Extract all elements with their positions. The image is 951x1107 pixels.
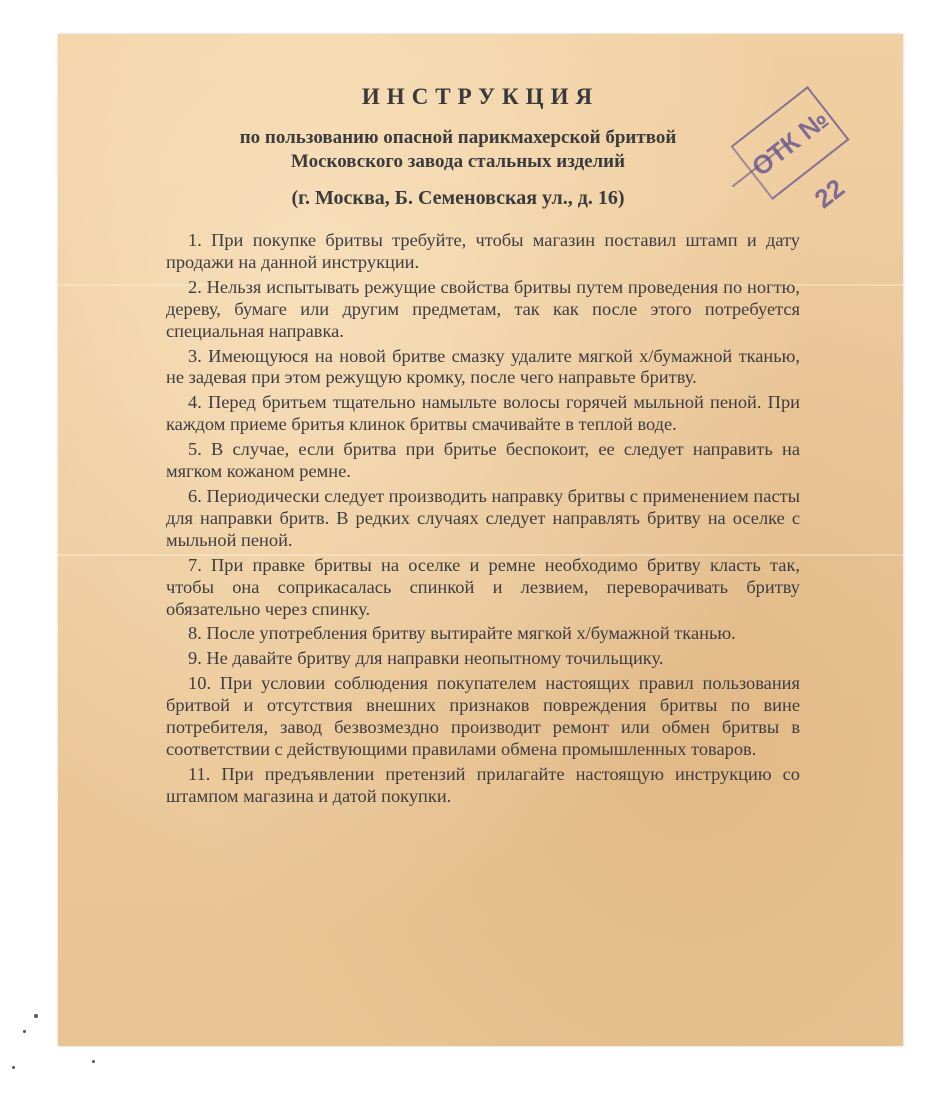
instruction-paragraph: 9. Не давайте бритву для направки неопытному точильщику. [188,648,664,669]
instruction-paragraph: 6. Периодически следует производить направку бритвы с применением пасты для направки бритв. В редких случаях следует направлять бритву на оселке с мыльной пеной. [166,485,800,550]
factory-address: (г. Москва, Б. Семеновская ул., д. 16) [291,187,625,209]
instruction-paragraph: 2. Нельзя испытывать режущие свойства бритвы путем проведения по ногтю, дереву, бумаге или другим предметам, так как после этого потребуется специальная направка. [166,276,800,341]
instruction-sheet [58,34,903,1046]
subtitle-line-2: Московского завода стальных изделий [290,151,626,172]
instruction-paragraph: 5. В случае, если бритва при бритье беспокоит, ее следует направить на мягком кожаном ремне. [166,439,800,482]
speck [92,1060,95,1063]
document-subtitle [148,126,768,174]
document-title: ИНСТРУКЦИЯ [361,84,600,109]
instruction-paragraph: 10. При условии соблюдения покупателем настоящих правил пользования бритвой и отсутствия внешних признаков повреждения бритвы по вине потребителя, завод безвозмездно производит ремонт или обмен бритвы в соответствии с действующими правилами обмена промышленных товаров. [166,673,800,759]
speck [12,1066,15,1069]
instruction-paragraph: 4. Перед бритьем тщательно намыльте волосы горячей мыльной пеной. При каждом приеме бритья клинок бритвы смачивайте в теплой воде. [166,392,800,435]
instruction-paragraph: 1. При покупке бритвы требуйте, чтобы магазин поставил штамп и дату продажи на данной инструкции. [166,230,800,272]
speck [23,1030,26,1033]
instruction-paragraph: 8. После употребления бритву вытирайте мягкой х/бумажной тканью. [188,623,736,644]
instruction-paragraph: 3. Имеющуюся на новой бритве смазку удалите мягкой х/бумажной тканью, не задевая при этом режущую кромку, после чего направьте бритву. [166,345,800,388]
instruction-paragraph: 7. При правке бритвы на оселке и ремне необходимо бритву класть так, чтобы она соприкасалась спинкой и лезвием, переворачивать бритву обязательно через спинку. [166,554,800,619]
speck [34,1014,38,1018]
subtitle-line-1: по пользованию опасной парикмахерской бритвой [239,127,677,148]
instruction-paragraph: 11. При предъявлении претензий прилагайте настоящую инструкцию со штампом магазина и датой покупки. [166,763,800,806]
instruction-body [166,230,800,811]
quality-control-stamp: ОТК № 22 [730,86,849,200]
